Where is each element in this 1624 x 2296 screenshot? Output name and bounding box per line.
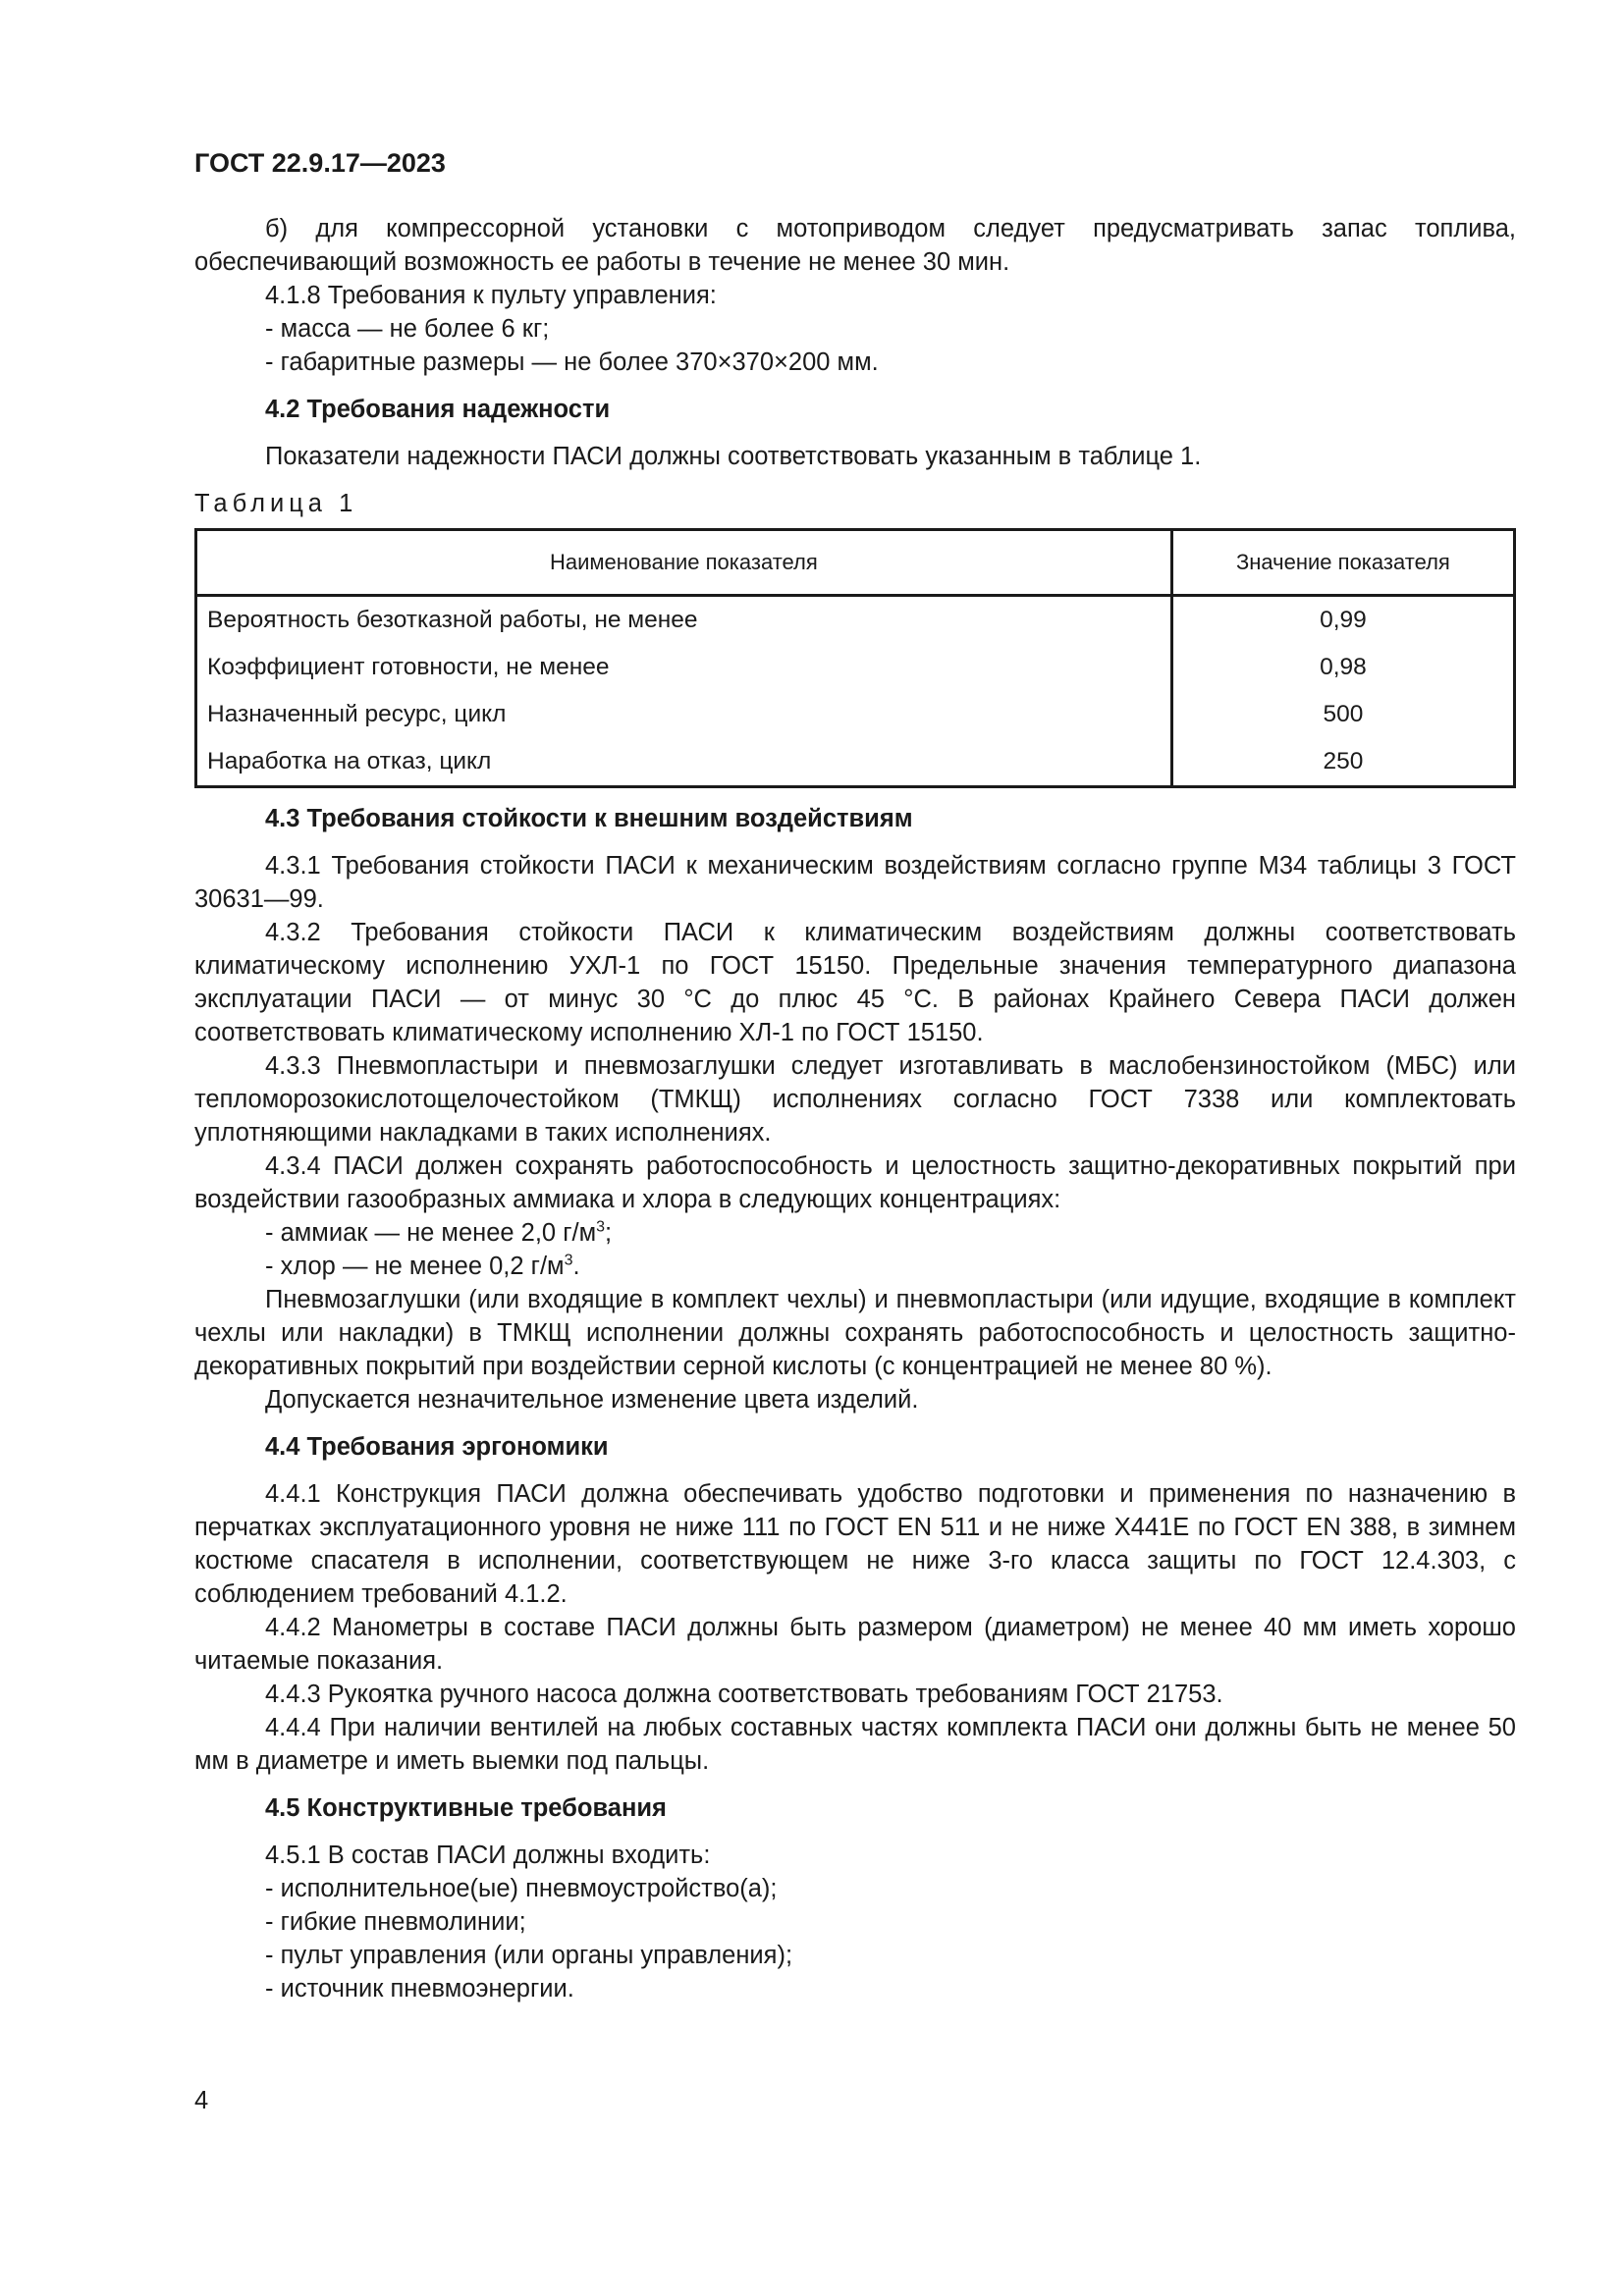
paragraph-4-3-4: 4.3.4 ПАСИ должен сохранять работоспособность и целостность защитно-декоративных покрытий при воздействии газообразных аммиака и хлора в следующих концентрациях:: [194, 1152, 1516, 1213]
table-header-value: Значение показателя: [1171, 530, 1514, 596]
table-caption: Таблица 1: [194, 490, 358, 517]
table-row: [196, 691, 1515, 738]
section-heading-4-5: 4.5 Конструктивные требования: [265, 1794, 667, 1822]
paragraph-4-3-1: 4.3.1 Требования стойкости ПАСИ к механическим воздействиям согласно группе М34 таблицы 3 ГОСТ 30631—99.: [194, 852, 1516, 913]
paragraph-4-1-8: 4.1.8 Требования к пульту управления:: [265, 282, 717, 309]
ammonia-text: - аммиак — не менее 2,0 г/м: [265, 1219, 597, 1247]
list-item-dimensions: - габаритные размеры — не более 370×370×200 мм.: [265, 348, 879, 376]
list-item-hoses: - гибкие пневмолинии;: [265, 1908, 526, 1936]
reliability-table: [194, 528, 1516, 788]
page-number: 4: [194, 2087, 209, 2114]
table-cell-value: 0,98: [1320, 654, 1367, 680]
paragraph-pneumo-plugs: Пневмозаглушки (или входящие в комплект чехлы) и пневмопластыри (или идущие, входящие в комплект чехлы или накладки) в ТМКЩ исполнении должны сохранять работоспособность и целостность защитно-декоративных покрытий при воздействии серной кислоты (с концентрацией не менее 80 %).: [194, 1286, 1516, 1380]
list-item-ammonia: [194, 1216, 1516, 1250]
list-item-mass: - масса — не более 6 кг;: [265, 315, 550, 343]
list-item-power-source: - источник пневмоэнергии.: [265, 1975, 574, 2002]
table-cell-indicator: Наработка на отказ, цикл: [196, 738, 1172, 787]
paragraph-4-2: Показатели надежности ПАСИ должны соответствовать указанным в таблице 1.: [265, 443, 1202, 470]
table-row: [196, 596, 1515, 645]
ammonia-punct: ;: [605, 1219, 613, 1247]
paragraph-4-4-3: 4.4.3 Рукоятка ручного насоса должна соответствовать требованиям ГОСТ 21753.: [265, 1681, 1223, 1708]
paragraph-4-3-2: 4.3.2 Требования стойкости ПАСИ к климатическим воздействиям должны соответствовать климатическому исполнению УХЛ-1 по ГОСТ 15150. Предельные значения температурного диапазона эксплуатации ПАСИ — от минус 30 °С до плюс 45 °С. В районах Крайнего Севера ПАСИ должен соответствовать климатическому исполнению ХЛ-1 по ГОСТ 15150.: [194, 919, 1516, 1046]
table-cell-indicator: Назначенный ресурс, цикл: [196, 691, 1172, 738]
paragraph-4-5-1: 4.5.1 В состав ПАСИ должны входить:: [265, 1842, 711, 1869]
list-item-pneumo-devices: - исполнительное(ые) пневмоустройство(а);: [265, 1875, 778, 1902]
table-cell-value: 500: [1323, 701, 1364, 727]
table-row: [196, 644, 1515, 691]
table-header-indicator: Наименование показателя: [196, 530, 1172, 596]
table-row: [196, 738, 1515, 787]
paragraph-4-3-3: 4.3.3 Пневмопластыри и пневмозаглушки следует изготавливать в маслобензиностойком (МБС) или тепломорозокислотощелочестойком (ТМКЩ) исполнениях согласно ГОСТ 7338 или комплектовать уплотняющими накладками в таких исполнениях.: [194, 1052, 1516, 1147]
list-item-control-panel: - пульт управления (или органы управления);: [265, 1942, 793, 1969]
chlorine-text: - хлор — не менее 0,2 г/м: [265, 1253, 565, 1280]
paragraph-4-4-4: 4.4.4 При наличии вентилей на любых составных частях комплекта ПАСИ они должны быть не менее 50 мм в диаметре и иметь выемки под пальцы.: [194, 1714, 1516, 1775]
section-heading-4-3: 4.3 Требования стойкости к внешним воздействиям: [265, 805, 913, 832]
paragraph-color-change: Допускается незначительное изменение цвета изделий.: [265, 1386, 919, 1414]
paragraph-4-4-2: 4.4.2 Манометры в составе ПАСИ должны быть размером (диаметром) не менее 40 мм иметь хорошо читаемые показания.: [194, 1614, 1516, 1675]
paragraph-b: б) для компрессорной установки с мотоприводом следует предусматривать запас топлива, обеспечивающий возможность ее работы в течение не менее 30 мин.: [194, 215, 1516, 276]
table-cell-indicator: Вероятность безотказной работы, не менее: [196, 596, 1172, 645]
paragraph-4-4-1: 4.4.1 Конструкция ПАСИ должна обеспечивать удобство подготовки и применения по назначению в перчатках эксплуатационного уровня не ниже 111 по ГОСТ EN 511 и не ниже X441E по ГОСТ EN 388, в зимнем костюме спасателя в исполнении, соответствующем не ниже 3-го класса защиты по ГОСТ 12.4.303, с соблюдением требований 4.1.2.: [194, 1480, 1516, 1608]
list-item-chlorine: [194, 1250, 1516, 1283]
table-header-row: [196, 530, 1515, 596]
table-cell-indicator: Коэффициент готовности, не менее: [196, 644, 1172, 691]
table-cell-value: 0,99: [1320, 607, 1367, 633]
superscript-cubed: 3: [596, 1218, 606, 1236]
section-heading-4-2: 4.2 Требования надежности: [265, 396, 611, 423]
chlorine-punct: .: [572, 1253, 580, 1280]
page-content: [194, 145, 1516, 2005]
superscript-cubed: 3: [564, 1252, 573, 1269]
document-header: ГОСТ 22.9.17—2023: [194, 148, 446, 178]
section-heading-4-4: 4.4 Требования эргономики: [265, 1433, 609, 1461]
table-cell-value: 250: [1323, 748, 1364, 774]
